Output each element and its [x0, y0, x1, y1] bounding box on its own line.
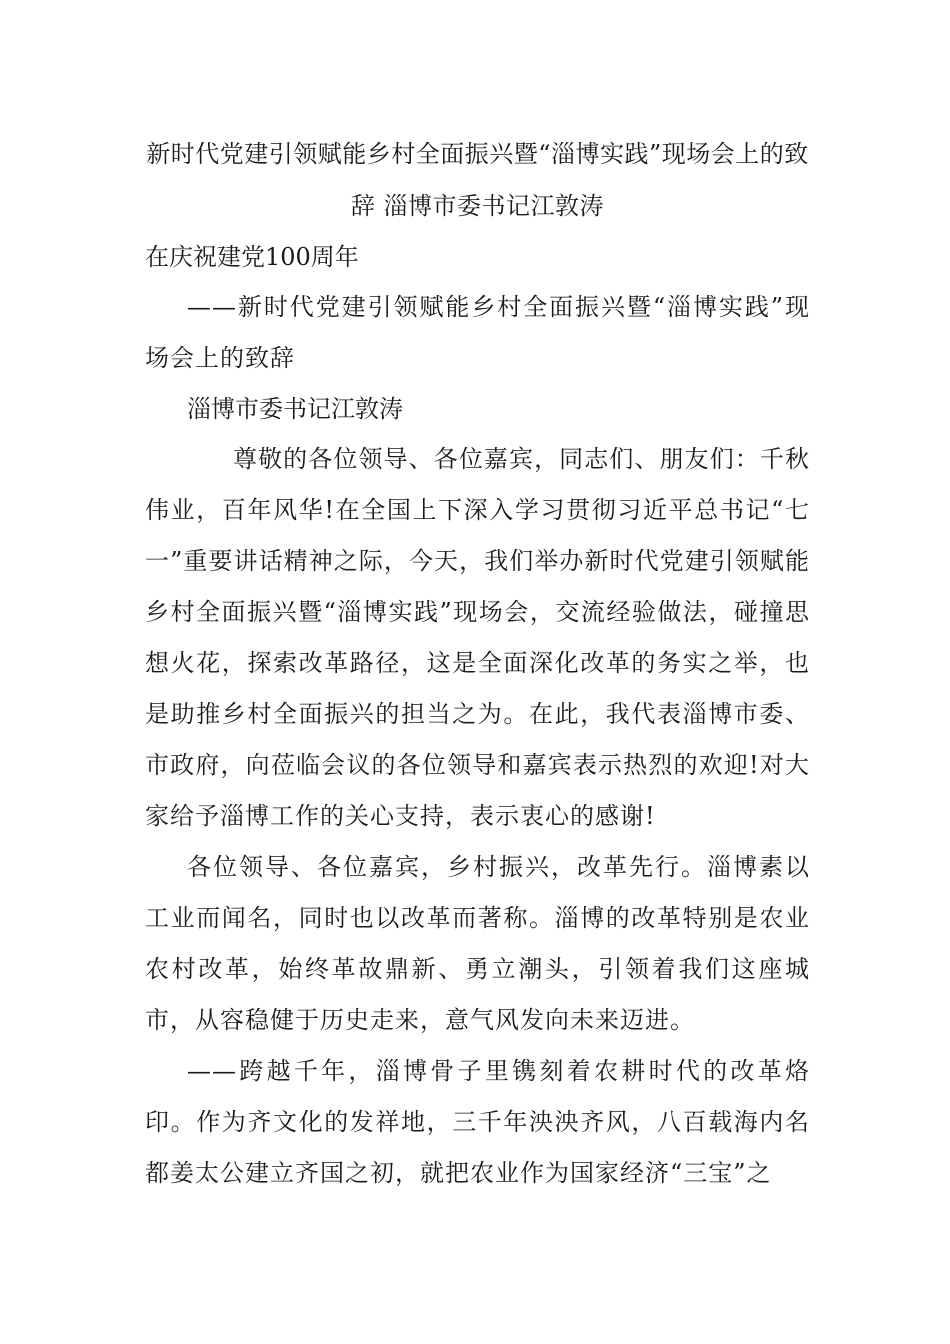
- author-line: 淄博市委书记江敦涛: [187, 395, 403, 423]
- paragraph-history: ——跨越千年，淄博骨子里镌刻着农耕时代的改革烙印。作为齐文化的发祥地，三千年泱泱齐风，八百载海内名都姜太公建立齐国之初，就把农业作为国家经济“三宝”之: [145, 1057, 810, 1187]
- subtitle-line: ——新时代党建引领赋能乡村全面振兴暨“淄博实践”现场会上的致辞: [145, 293, 810, 372]
- document-body: [145, 128, 810, 1199]
- heading-line: 在庆祝建党100周年: [145, 243, 359, 271]
- document-title: 新时代党建引领赋能乡村全面振兴暨“淄博实践”现场会上的致辞 淄博市委书记江敦涛: [146, 140, 809, 220]
- paragraph-greeting: 尊敬的各位领导、各位嘉宾，同志们、朋友们：千秋伟业，百年风华!在全国上下深入学习贯彻习近平总书记“七一”重要讲话精神之际，今天，我们举办新时代党建引领赋能乡村全面振兴暨“淄博实践”现场会，交流经验做法，碰撞思想火花，探索改革路径，这是全面深化改革的务实之举，也是助推乡村全面振兴的担当之为。在此，我代表淄博市委、市政府，向莅临会议的各位领导和嘉宾表示热烈的欢迎!对大家给予淄博工作的关心支持，表示衷心的感谢!: [145, 445, 810, 830]
- paragraph-reform: 各位领导、各位嘉宾，乡村振兴，改革先行。淄博素以工业而闻名，同时也以改革而著称。淄博的改革特别是农业农村改革，始终革故鼎新、勇立潮头，引领着我们这座城市，从容稳健于历史走来，意气风发向未来迈进。: [145, 853, 810, 1034]
